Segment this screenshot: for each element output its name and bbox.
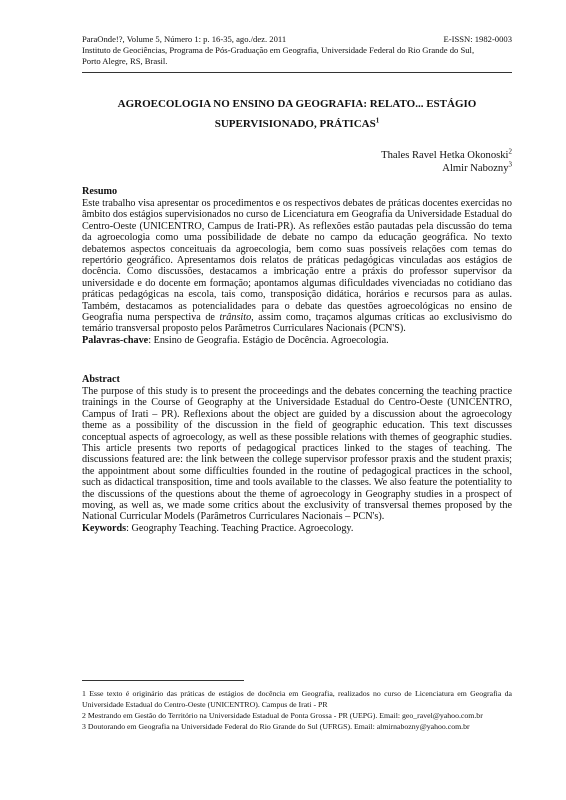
footnote-divider [82,680,244,681]
keywords-text: : Ensino de Geografia. Estágio de Docência. Agroecologia. [148,334,389,346]
resumo-keywords [82,335,512,346]
resumo-section [82,186,512,346]
author-2 [300,162,512,175]
author-footnote-mark: 2 [508,147,512,156]
author-name: Thales Ravel Hetka Okonoski [381,150,509,161]
paper-title [82,94,512,134]
author-list [300,149,512,175]
author-name: Almir Nabozny [442,163,509,174]
resumo-heading: Resumo [82,186,118,197]
resumo-italic-term: trânsito [219,312,252,324]
abstract-section [82,374,512,534]
title-footnote-mark: 1 [375,116,380,125]
journal-location: Porto Alegre, RS, Brasil. [82,56,168,66]
footnote-1: 1 Esse texto é originário das práticas de estágios de docência em Geografia, realizados no curso de Licenciatura em Geografia da Universidade Estadual do Centro-Oeste (UNICENTRO). Campus de Irati - PR [82,689,512,709]
author-1 [300,149,512,162]
abstract-heading: Abstract [82,374,120,385]
journal-citation: ParaOnde!?, Volume 5, Número 1: p. 16-35, ago./dez. 2011 [82,34,287,44]
journal-issn: E-ISSN: 1982-0003 [443,34,512,44]
resumo-text-a: Este trabalho visa apresentar os procedimentos e os respectivos debates de práticas docentes exercidas no âmbito dos estágios supervisionados no curso de Licenciatura em Geografia da Universidade Estadual do Centro-Oeste (UNICENTRO, Campus de Irati-PR). As reflexões estão pautadas pela discussão do tema da agroecologia como uma possibilidade de debate no campo da educação geográfica. No texto debatemos aspectos conceituais da agroecologia, bem como suas possíveis relações com temas do repertório geográfico. Apresentamos dois relatos de práticas pedagógicas vinculadas aos estágios de docência. Como discussões, destacamos a imbricação entre a práxis do professor supervisor da universidade e do docente em formação; apontamos algumas dificuldades vivenciadas no cotidiano das práticas pedagógicas na escola, tais como, transposição didática, horários e recursos para as aulas. Também, destacamos as potencialidades para o debate das questões agroecológicas no ensino de Geografia numa perspectiva de [82,198,512,324]
author-footnote-mark: 3 [508,160,512,169]
keywords-label: Palavras-chave [82,334,149,346]
abstract-body: The purpose of this study is to present the proceedings and the debates concerning the teaching practice trainings in the Course of Geography at the Universidade Estadual do Centro-Oeste (UNICENTRO, Campus of Irati – PR). Reflexions about the object are guided by a discussion about the agroecology theme as a possibility of the discussion in the field of geographic education. This text discusses conceptual aspects of agroecology, as well as these possible relations with themes of geographic studies. This article presents two reports of pedagogical practices linked to the stages of teaching. The discussions featured are: the link between the college supervisor professor praxis and the student praxis; the appointment about some difficulties founded in the routine of pedagogical practices in the school, such as didactical transposition, time and tools available to the classes. We also feature the potentiality to the discussions of the questions about the theme of agroecology in Geography studies in a prospect of moving, as well as, we made some critics about the exclusivity of transversal themes proposed by the National Curricular Models (Parâmetros Curriculares Nacionais – PCN's). [82,386,512,523]
resumo-text-b: , assim como, traçamos algumas críticas ao exclusivismo do temário transversal proposto pelos Parâmetros Curriculares Nacionais (PCN'S). [82,312,512,335]
journal-header [82,34,512,67]
header-divider [82,72,512,73]
keywords-label: Keywords [82,522,127,534]
footnotes [82,688,512,732]
title-line-2 [82,114,512,134]
footnote-3: 3 Doutorando em Geografia na Universidade Federal do Rio Grande do Sul (UFRGS). Email: almirnabozny@yahoo.com.br [82,722,470,731]
resumo-body [82,198,512,335]
keywords-text: : Geography Teaching. Teaching Practice. Agroecology. [126,522,354,534]
journal-institution: Instituto de Geociências, Programa de Pós-Graduação em Geografia, Universidade Federal do Rio Grande do Sul, [82,45,475,55]
abstract-keywords [82,523,512,534]
title-line-1: AGROECOLOGIA NO ENSINO DA GEOGRAFIA: RELATO... ESTÁGIO [117,98,477,110]
header-row [82,34,512,45]
footnote-2: 2 Mestrando em Gestão do Território na Universidade Estadual de Ponta Grossa - PR (UEPG). Email: geo_ravel@yahoo.com.br [82,711,483,720]
title-line-2-text: SUPERVISIONADO, PRÁTICAS [214,118,376,130]
